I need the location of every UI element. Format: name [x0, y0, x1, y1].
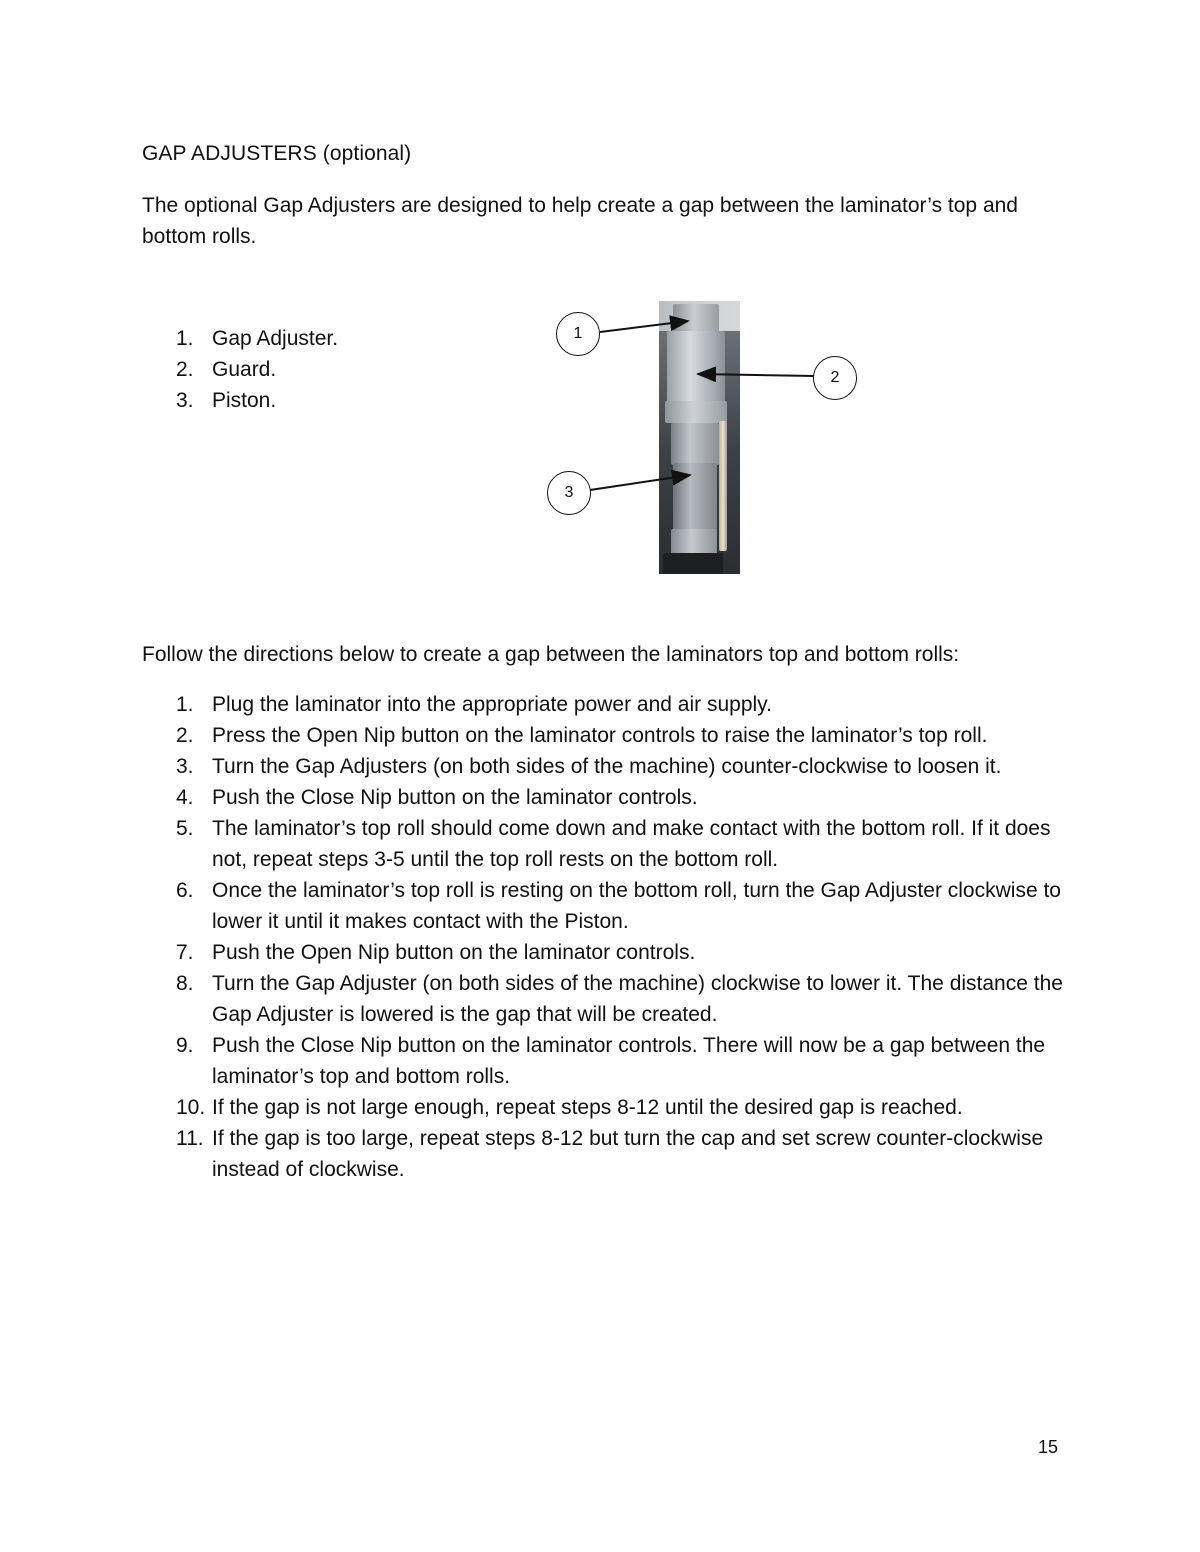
- steps-list: [176, 689, 1066, 1185]
- callout-number: 3: [564, 484, 574, 501]
- step-number: 9.: [176, 1034, 194, 1057]
- step-text: If the gap is too large, repeat steps 8-12 but turn the cap and set screw counter-clockwise instead of clockwise.: [212, 1127, 1044, 1181]
- step-item: [176, 968, 1066, 1030]
- section-heading: GAP ADJUSTERS (optional): [142, 142, 412, 165]
- item-number: 2.: [176, 358, 194, 381]
- step-item: [176, 813, 1066, 875]
- step-text: Turn the Gap Adjuster (on both sides of the machine) clockwise to lower it. The distance the Gap Adjuster is lowered is the gap that will be created.: [212, 972, 1063, 1026]
- page-number: 15: [1038, 1437, 1059, 1457]
- callout-number: 1: [573, 325, 583, 342]
- arrow-3: [590, 475, 690, 490]
- item-label: Gap Adjuster.: [212, 327, 339, 350]
- item-number: 3.: [176, 389, 194, 412]
- callout-2: [813, 356, 857, 400]
- step-text: The laminator’s top roll should come down and make contact with the bottom roll. If it does not, repeat steps 3-5 until the top roll rests on the bottom roll.: [212, 817, 1051, 871]
- arrow-2: [698, 374, 815, 376]
- step-number: 1.: [176, 693, 194, 716]
- parts-list-item: [176, 385, 338, 416]
- step-number: 8.: [176, 972, 194, 995]
- step-text: Press the Open Nip button on the laminator controls to raise the laminator’s top roll.: [212, 724, 988, 747]
- item-label: Guard.: [212, 358, 277, 381]
- arrow-1: [600, 321, 688, 332]
- step-number: 2.: [176, 724, 194, 747]
- step-text: If the gap is not large enough, repeat steps 8-12 until the desired gap is reached.: [212, 1096, 963, 1119]
- step-item: [176, 1030, 1066, 1092]
- callout-1: [556, 312, 600, 356]
- intro-paragraph: The optional Gap Adjusters are designed to help create a gap between the laminator’s top and bottom rolls.: [142, 194, 1018, 248]
- step-text: Plug the laminator into the appropriate power and air supply.: [212, 693, 772, 716]
- step-number: 4.: [176, 786, 194, 809]
- parts-list: [176, 323, 338, 416]
- step-number: 11.: [176, 1127, 204, 1150]
- step-number: 10.: [176, 1096, 206, 1119]
- step-item: [176, 937, 1066, 968]
- gap-adjuster-figure: [540, 295, 870, 580]
- callout-number: 2: [830, 369, 840, 386]
- step-item: [176, 1123, 1066, 1185]
- directions-intro: Follow the directions below to create a gap between the laminators top and bottom rolls:: [142, 643, 960, 666]
- step-text: Push the Close Nip button on the laminator controls. There will now be a gap between the laminator’s top and bottom rolls.: [212, 1034, 1046, 1088]
- step-item: [176, 782, 1066, 813]
- step-number: 3.: [176, 755, 194, 778]
- item-number: 1.: [176, 327, 194, 350]
- step-text: Push the Open Nip button on the laminator controls.: [212, 941, 696, 964]
- step-number: 7.: [176, 941, 194, 964]
- step-number: 5.: [176, 817, 194, 840]
- step-item: [176, 689, 1066, 720]
- step-item: [176, 1092, 1066, 1123]
- step-text: Push the Close Nip button on the laminator controls.: [212, 786, 698, 809]
- step-item: [176, 751, 1066, 782]
- step-text: Turn the Gap Adjusters (on both sides of the machine) counter-clockwise to loosen it.: [212, 755, 1002, 778]
- step-item: [176, 875, 1066, 937]
- step-number: 6.: [176, 879, 194, 902]
- parts-list-item: [176, 323, 338, 354]
- step-text: Once the laminator’s top roll is resting on the bottom roll, turn the Gap Adjuster clockwise to lower it until it makes contact with the Piston.: [212, 879, 1061, 933]
- callout-3: [547, 471, 591, 515]
- step-item: [176, 720, 1066, 751]
- item-label: Piston.: [212, 389, 277, 412]
- parts-list-item: [176, 354, 338, 385]
